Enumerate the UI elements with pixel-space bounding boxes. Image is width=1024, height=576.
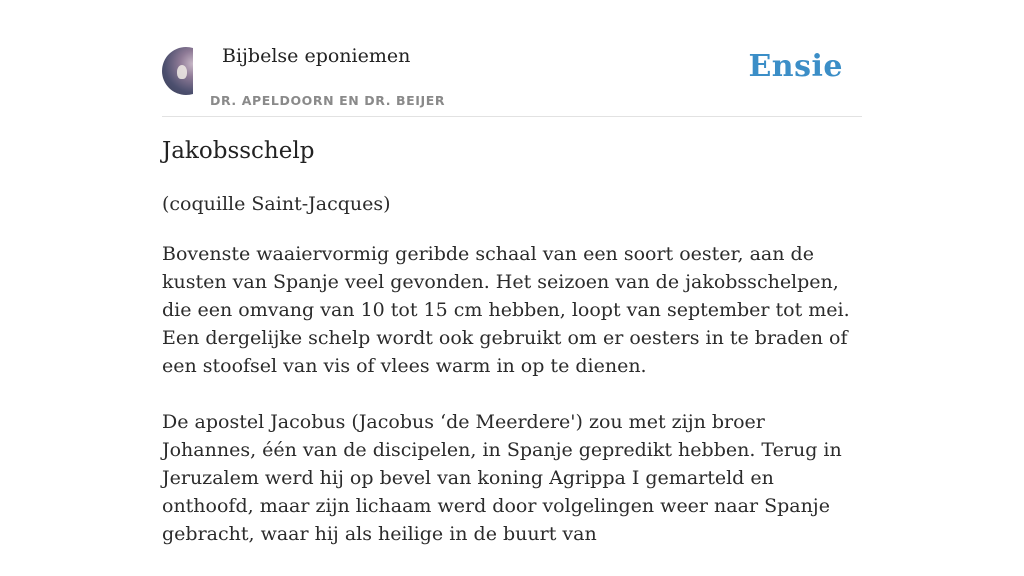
book-title[interactable]: Bijbelse eponiemen [222, 45, 411, 67]
brand-logo[interactable]: Ensie [748, 49, 843, 84]
entry-body [162, 240, 862, 576]
body-paragraph: Bovenste waaiervormig geribde schaal van een soort oester, aan de kusten van Spanje veel gevonden. Het seizoen van de jakobsschelpen, die een omvang van 10 tot 15 cm hebben, loopt van september tot mei. Een dergelijke schelp wordt ook gebruikt om er oesters in te braden of een stoofsel van vis of vlees warm in op te dienen. [162, 243, 850, 377]
article-page [162, 0, 862, 545]
body-paragraph: De apostel Jacobus (Jacobus ‘de Meerdere') zou met zijn broer Johannes, één van de discipelen, in Spanje gepredikt hebben. Terug in Jeruzalem werd hij op bevel van koning Agrippa I gemarteld en onthoofd, maar zijn lichaam werd door volgelingen weer naar Spanje gebracht, waar hij als heilige in de buurt van [162, 411, 842, 545]
cover-figure-icon [177, 65, 187, 79]
entry-subtitle: (coquille Saint-Jacques) [162, 193, 391, 215]
source-header [162, 0, 862, 117]
entry-title: Jakobsschelp [162, 138, 315, 164]
book-author: DR. APELDOORN EN DR. BEIJER [210, 93, 446, 108]
book-cover-avatar[interactable] [162, 47, 193, 95]
